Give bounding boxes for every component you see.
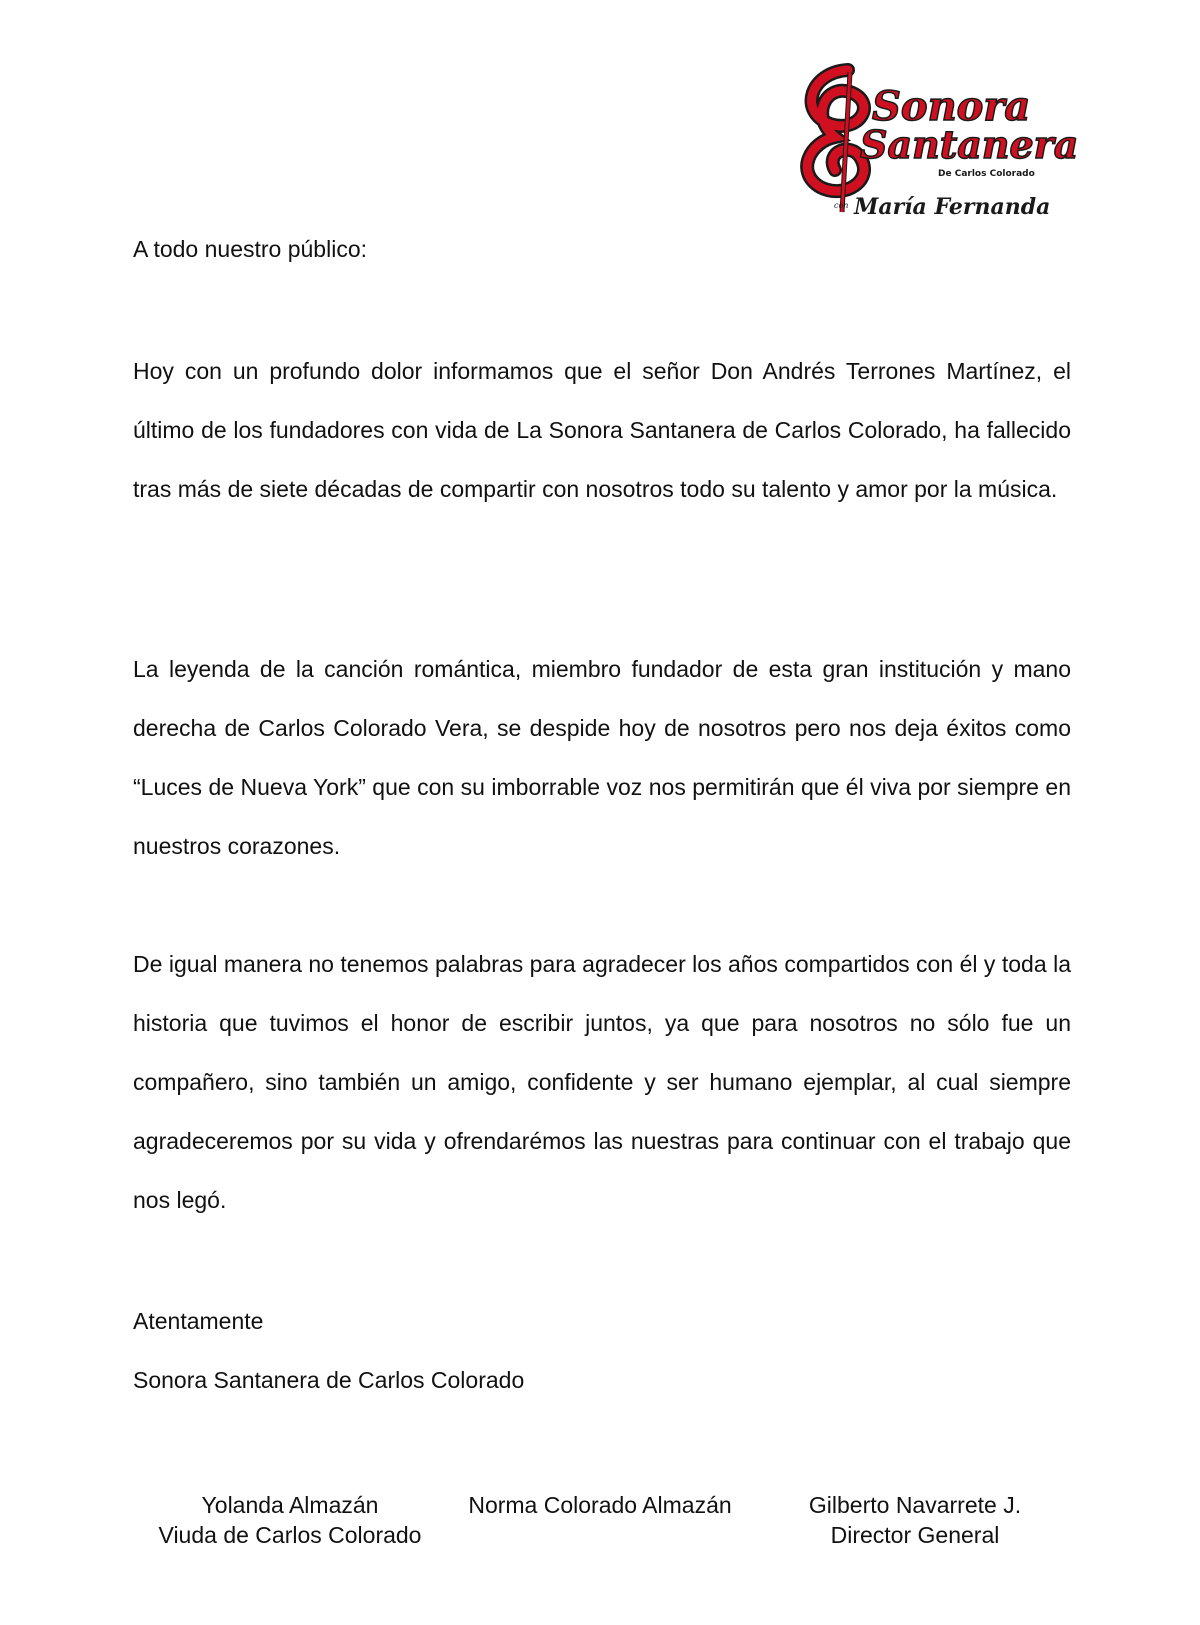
- signatory-name: Yolanda Almazán: [201, 1492, 379, 1518]
- logo-artist: María Fernanda: [854, 194, 1051, 220]
- paragraph-gratitude: De igual manera no tenemos palabras para agradecer los años compartidos con él y toda la historia que tuvimos el honor de escribir juntos, ya que para nosotros no sólo fue un compañero, sino también un amigo, confidente y ser humano ejemplar, al cual siempre agradeceremos por su vida y ofrendarémos las nuestras para continuar con el trabajo que nos legó.: [133, 951, 1071, 1213]
- paragraph-legacy: La leyenda de la canción romántica, miembro fundador de esta gran institución y mano derecha de Carlos Colorado Vera, se despide hoy de nosotros pero nos deja éxitos como “Luces de Nueva York” que con su imborrable voz nos permitirán que él viva por siempre en nuestros corazones.: [133, 656, 1071, 859]
- logo-line2: Santanera: [860, 122, 1079, 167]
- paragraph-announcement: Hoy con un profundo dolor informamos que el señor Don Andrés Terrones Martínez, el último de los fundadores con vida de La Sonora Santanera de Carlos Colorado, ha fallecido tras más de siete décadas de compartir con nosotros todo su talento y amor por la música.: [133, 358, 1071, 502]
- logo-subtitle: De Carlos Colorado: [938, 169, 1035, 179]
- logo-line1: Sonora: [872, 83, 1031, 130]
- signature-block: [445, 1490, 755, 1520]
- signature-block: [130, 1490, 450, 1550]
- logo-prefix: con: [834, 201, 849, 210]
- closing-phrase: Atentamente: [133, 1308, 264, 1334]
- sender-name: Sonora Santanera de Carlos Colorado: [133, 1367, 525, 1393]
- signature-block: [760, 1490, 1070, 1550]
- signatory-name: Norma Colorado Almazán: [468, 1492, 732, 1518]
- signatory-name: Gilberto Navarrete J.: [808, 1492, 1022, 1518]
- signatory-title: Viuda de Carlos Colorado: [158, 1522, 422, 1548]
- signatory-title: Director General: [830, 1522, 1000, 1548]
- salutation: A todo nuestro público:: [133, 236, 367, 262]
- sonora-santanera-logo: [790, 62, 1079, 232]
